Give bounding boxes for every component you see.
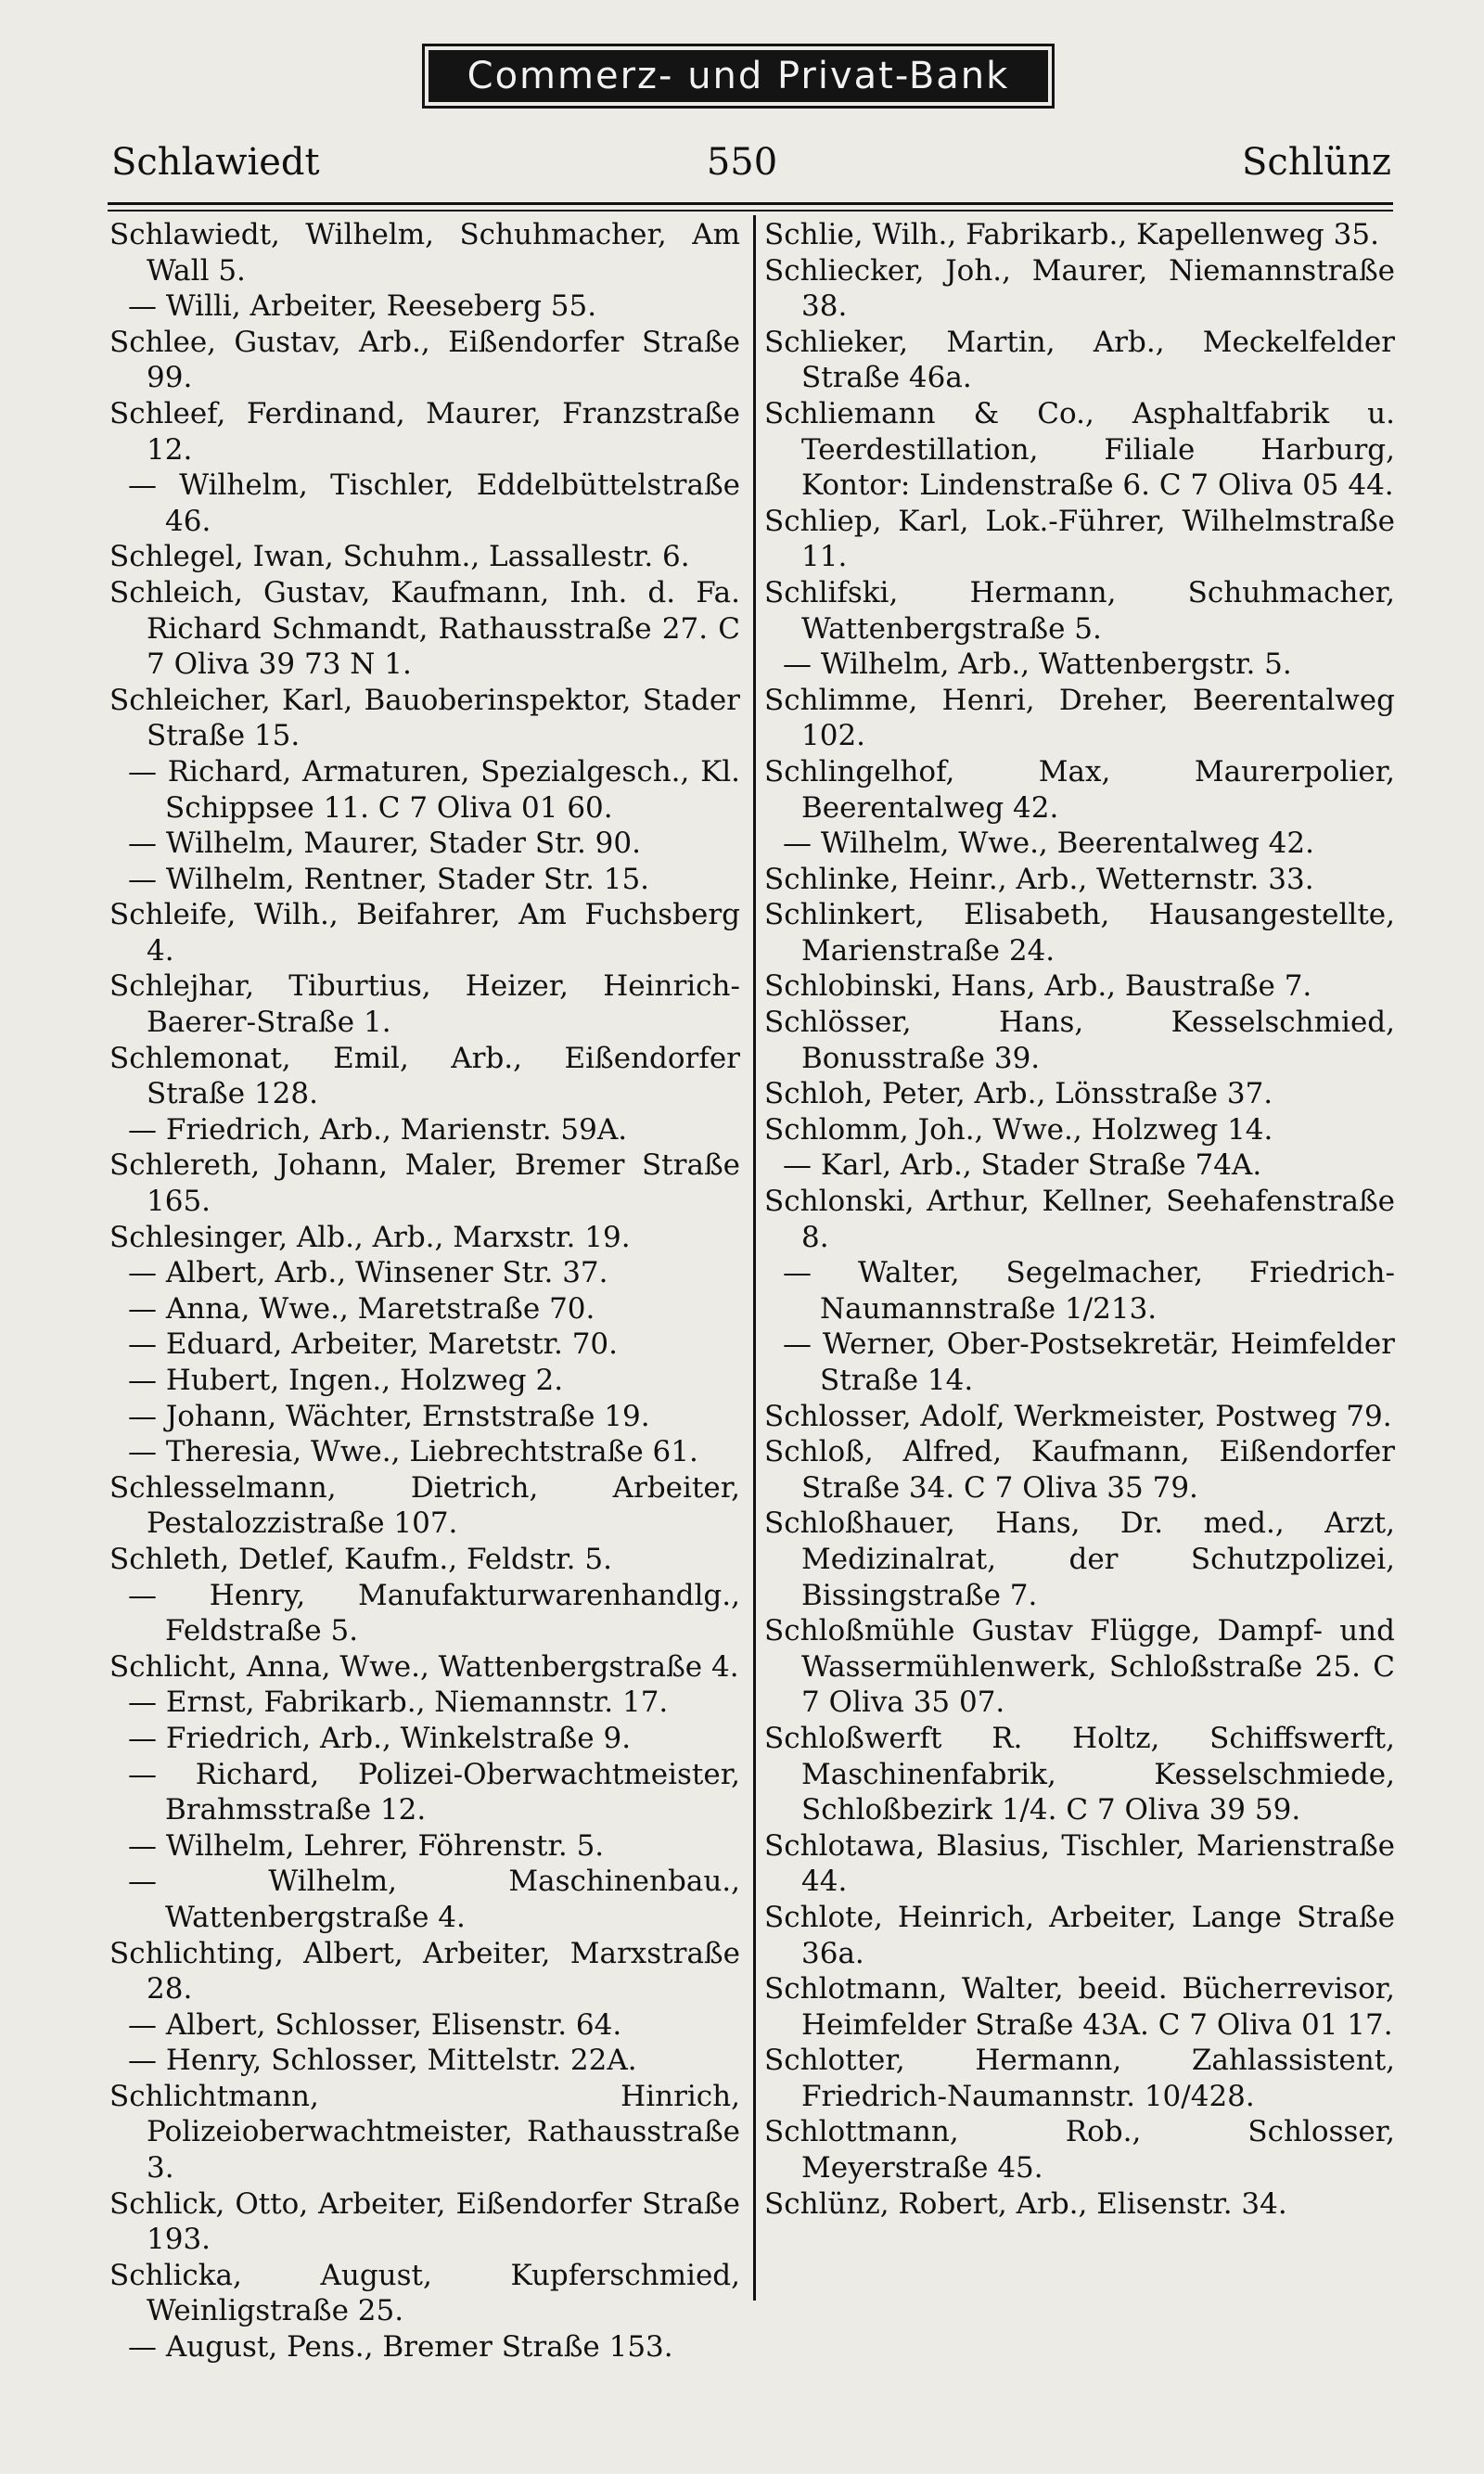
directory-entry: Schlesinger, Alb., Arb., Marxstr. 19. <box>109 1220 631 1254</box>
directory-entry: Schlobinski, Hans, Arb., Baustraße 7. <box>764 969 1312 1004</box>
directory-entry: Schleef, Ferdinand, Maurer, Franzstraße 12. <box>109 396 740 467</box>
directory-entry: — Hubert, Ingen., Holzweg 2. <box>128 1364 564 1397</box>
directory-entry: Schlicht, Anna, Wwe., Wattenbergstraße 4. <box>109 1649 739 1684</box>
directory-entry: Schlomm, Joh., Wwe., Holzweg 14. <box>764 1112 1273 1147</box>
directory-entry: Schlejhar, Tiburtius, Heizer, Heinrich-Baerer-Straße 1. <box>109 969 740 1040</box>
directory-entry: — Eduard, Arbeiter, Maretstr. 70. <box>128 1327 619 1362</box>
directory-entry: Schlichtmann, Hinrich, Polizeioberwachtmeister, Rathausstraße 3. <box>109 2079 740 2186</box>
directory-entry: — Wilhelm, Wwe., Beerentalweg 42. <box>783 827 1314 861</box>
directory-entry: Schlieker, Martin, Arb., Meckelfelder Straße 46a. <box>764 325 1395 395</box>
directory-entry: Schlichting, Albert, Arbeiter, Marxstraße 28. <box>109 1936 740 2006</box>
directory-entry: Schloßwerft R. Holtz, Schiffswerft, Maschinenfabrik, Kesselschmiede, Schloßbezirk 1/4. C 7 Oliva 39 59. <box>764 1721 1395 1827</box>
directory-entry: Schlawiedt, Wilhelm, Schuhmacher, Am Wall 5. <box>109 218 740 288</box>
header-rule <box>108 202 1393 205</box>
left-column <box>109 217 740 2365</box>
directory-entry: Schlifski, Hermann, Schuhmacher, Wattenbergstraße 5. <box>764 575 1395 646</box>
directory-entry: — Wilhelm, Maschinenbau., Wattenbergstraße 4. <box>128 1865 740 1934</box>
directory-entry: Schleife, Wilh., Beifahrer, Am Fuchsberg 4. <box>109 898 740 968</box>
page-number: 550 <box>706 141 778 184</box>
directory-entry: — August, Pens., Bremer Straße 153. <box>128 2330 673 2365</box>
bank-advert-banner: Commerz- und Privat-Bank <box>429 50 1048 102</box>
directory-entry: — Wilhelm, Tischler, Eddelbüttelstraße 46. <box>128 468 740 538</box>
directory-entry: Schlick, Otto, Arbeiter, Eißendorfer Straße 193. <box>109 2186 740 2257</box>
directory-entry: — Richard, Polizei-Oberwachtmeister, Brahmsstraße 12. <box>128 1757 740 1827</box>
directory-entry: — Wilhelm, Arb., Wattenbergstr. 5. <box>783 647 1292 682</box>
directory-entry: Schlote, Heinrich, Arbeiter, Lange Straße 36a. <box>764 1900 1395 1970</box>
header-rule-thin <box>108 210 1393 212</box>
directory-entry: Schliemann & Co., Asphaltfabrik u. Teerdestillation, Filiale Harburg, Kontor: Lindenstraße 6. C 7 Oliva 05 44. <box>764 396 1395 503</box>
directory-entry: Schlimme, Henri, Dreher, Beerentalweg 102. <box>764 683 1395 753</box>
directory-entry: — Ernst, Fabrikarb., Niemannstr. 17. <box>128 1686 669 1720</box>
directory-entry: Schlegel, Iwan, Schuhm., Lassallestr. 6. <box>109 540 690 574</box>
directory-entry: Schlinke, Heinr., Arb., Wetternstr. 33. <box>764 862 1314 896</box>
directory-entry: Schleich, Gustav, Kaufmann, Inh. d. Fa. Richard Schmandt, Rathausstraße 27. C 7 Oliva 39 73 N 1. <box>109 575 740 682</box>
directory-entry: — Wilhelm, Rentner, Stader Str. 15. <box>128 862 650 896</box>
directory-entry: Schlosser, Adolf, Werkmeister, Postweg 79. <box>764 1399 1392 1433</box>
directory-entry: Schloß, Alfred, Kaufmann, Eißendorfer Straße 34. C 7 Oliva 35 79. <box>764 1435 1395 1505</box>
directory-entry: — Richard, Armaturen, Spezialgesch., Kl. Schippsee 11. C 7 Oliva 01 60. <box>128 754 740 825</box>
directory-entry: Schleth, Detlef, Kaufm., Feldstr. 5. <box>109 1542 612 1576</box>
directory-entry: — Albert, Arb., Winsener Str. 37. <box>128 1256 608 1290</box>
directory-entry: Schlinkert, Elisabeth, Hausangestellte, Marienstraße 24. <box>764 898 1395 968</box>
running-head-right: Schlünz <box>1242 141 1391 184</box>
directory-entry: Schlereth, Johann, Maler, Bremer Straße 165. <box>109 1148 740 1219</box>
column-divider <box>753 215 756 2301</box>
directory-entry: Schlee, Gustav, Arb., Eißendorfer Straße 99. <box>109 325 740 395</box>
directory-entry: Schloßhauer, Hans, Dr. med., Arzt, Medizinalrat, der Schutzpolizei, Bissingstraße 7. <box>764 1506 1395 1612</box>
directory-entry: Schlotawa, Blasius, Tischler, Marienstraße 44. <box>764 1828 1395 1899</box>
directory-entry: — Wilhelm, Lehrer, Föhrenstr. 5. <box>128 1828 605 1863</box>
directory-entry: — Theresia, Wwe., Liebrechtstraße 61. <box>128 1435 698 1469</box>
right-column <box>764 217 1395 2222</box>
directory-entry: — Henry, Schlosser, Mittelstr. 22A. <box>128 2044 637 2078</box>
directory-entry: Schleicher, Karl, Bauoberinspektor, Stader Straße 15. <box>109 683 740 753</box>
directory-entry: — Wilhelm, Maurer, Stader Str. 90. <box>128 827 641 861</box>
directory-entry: Schlonski, Arthur, Kellner, Seehafenstraße 8. <box>764 1185 1395 1254</box>
directory-entry: — Walter, Segelmacher, Friedrich-Naumannstraße 1/213. <box>783 1256 1395 1326</box>
directory-entry: — Karl, Arb., Stader Straße 74A. <box>783 1148 1262 1183</box>
directory-entry: — Werner, Ober-Postsekretär, Heimfelder Straße 14. <box>783 1327 1395 1397</box>
directory-entry: Schlesselmann, Dietrich, Arbeiter, Pestalozzistraße 107. <box>109 1470 740 1541</box>
running-head-left: Schlawiedt <box>111 141 320 184</box>
directory-entry: Schlottmann, Rob., Schlosser, Meyerstraße 45. <box>764 2115 1395 2186</box>
directory-entry: Schliep, Karl, Lok.-Führer, Wilhelmstraße 11. <box>764 504 1395 574</box>
directory-entry: — Willi, Arbeiter, Reeseberg 55. <box>128 289 597 324</box>
directory-entry: — Henry, Manufakturwarenhandlg., Feldstraße 5. <box>128 1578 740 1648</box>
directory-entry: Schliecker, Joh., Maurer, Niemannstraße 38. <box>764 253 1395 324</box>
directory-entry: Schlotter, Hermann, Zahlassistent, Friedrich-Naumannstr. 10/428. <box>764 2044 1395 2113</box>
directory-entry: Schlotmann, Walter, beeid. Bücherrevisor, Heimfelder Straße 43A. C 7 Oliva 01 17. <box>764 1972 1395 2042</box>
directory-entry: Schlicka, August, Kupferschmied, Weinligstraße 25. <box>109 2258 740 2328</box>
directory-entry: Schlingelhof, Max, Maurerpolier, Beerentalweg 42. <box>764 754 1395 825</box>
directory-entry: Schloßmühle Gustav Flügge, Dampf- und Wassermühlenwerk, Schloßstraße 25. C 7 Oliva 35 07. <box>764 1614 1395 1720</box>
directory-entry: — Johann, Wächter, Ernststraße 19. <box>128 1399 650 1433</box>
directory-entry: Schlünz, Robert, Arb., Elisenstr. 34. <box>764 2186 1287 2221</box>
directory-entry: Schlemonat, Emil, Arb., Eißendorfer Straße 128. <box>109 1041 740 1111</box>
directory-entry: — Friedrich, Arb., Marienstr. 59A. <box>128 1112 628 1147</box>
directory-entry: — Friedrich, Arb., Winkelstraße 9. <box>128 1721 632 1755</box>
directory-entry: — Anna, Wwe., Maretstraße 70. <box>128 1291 595 1326</box>
directory-entry: Schlösser, Hans, Kesselschmied, Bonusstraße 39. <box>764 1006 1395 1075</box>
directory-entry: Schloh, Peter, Arb., Lönsstraße 37. <box>764 1077 1273 1111</box>
directory-entry: — Albert, Schlosser, Elisenstr. 64. <box>128 2007 622 2042</box>
directory-entry: Schlie, Wilh., Fabrikarb., Kapellenweg 35. <box>764 218 1379 251</box>
